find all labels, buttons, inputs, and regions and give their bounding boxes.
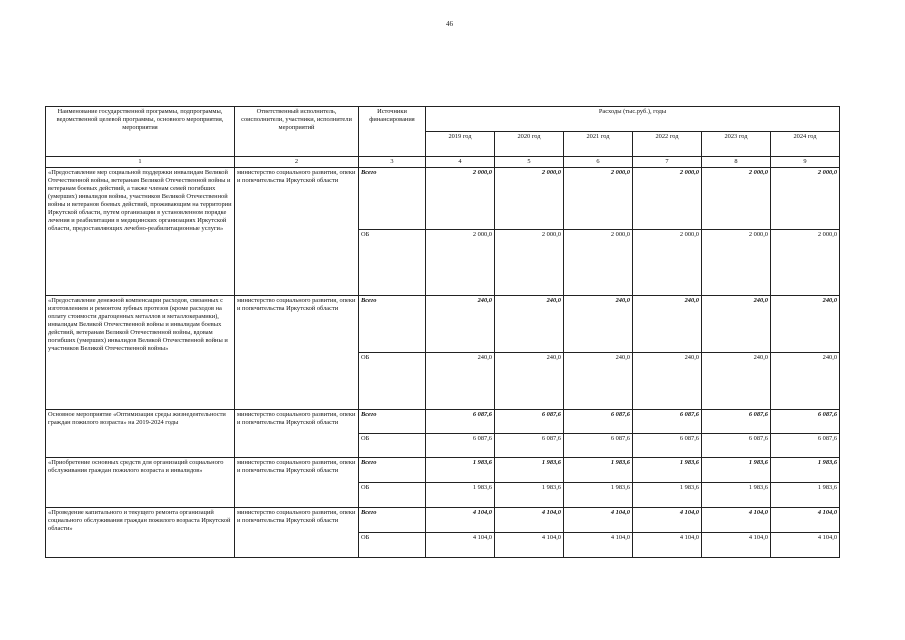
total-value: 2 000,0 — [495, 168, 564, 230]
header-executor: Ответственный исполнитель, соисполнители, участники, исполнители мероприятий — [235, 107, 359, 157]
header-row — [46, 107, 840, 132]
total-value: 1 983,6 — [426, 458, 495, 483]
table-row — [46, 410, 840, 434]
ob-value: 2 000,0 — [771, 230, 840, 296]
table-row — [46, 296, 840, 353]
total-value: 240,0 — [495, 296, 564, 353]
total-value: 4 104,0 — [564, 508, 633, 533]
ob-value: 6 087,6 — [426, 434, 495, 458]
ob-value: 6 087,6 — [771, 434, 840, 458]
ob-value: 240,0 — [426, 353, 495, 410]
column-number: 8 — [702, 157, 771, 168]
ob-value: 6 087,6 — [702, 434, 771, 458]
total-value: 240,0 — [426, 296, 495, 353]
table-row — [46, 458, 840, 483]
source-ob-label: ОБ — [359, 434, 426, 458]
total-value: 1 983,6 — [564, 458, 633, 483]
total-value: 4 104,0 — [633, 508, 702, 533]
header-funding-source: Источники финансирования — [359, 107, 426, 157]
ob-value: 6 087,6 — [633, 434, 702, 458]
ob-value: 240,0 — [702, 353, 771, 410]
header-year: 2024 год — [771, 132, 840, 157]
source-ob-label: ОБ — [359, 533, 426, 558]
source-total-label: Всего — [359, 296, 426, 353]
total-value: 6 087,6 — [495, 410, 564, 434]
column-number: 6 — [564, 157, 633, 168]
total-value: 4 104,0 — [702, 508, 771, 533]
total-value: 6 087,6 — [771, 410, 840, 434]
ob-value: 6 087,6 — [564, 434, 633, 458]
ob-value: 6 087,6 — [495, 434, 564, 458]
program-name: «Предоставление денежной компенсации расходов, связанных с изготовлением и ремонтом зубных протезов (кроме расходов на оплату стоимости драгоценных металлов и металлокерамики), инвалидам Великой Отечественной войны и инвалидам боевых действий, ветеранам Великой Отечественной войны, вдовам погибших (умерших) инвалидов Великой Отечественной войны и участников Великой Отечественной войны» — [46, 296, 235, 410]
source-total-label: Всего — [359, 410, 426, 434]
ob-value: 4 104,0 — [426, 533, 495, 558]
ob-value: 2 000,0 — [495, 230, 564, 296]
column-number: 2 — [235, 157, 359, 168]
ob-value: 2 000,0 — [633, 230, 702, 296]
ob-value: 2 000,0 — [564, 230, 633, 296]
total-value: 1 983,6 — [633, 458, 702, 483]
ob-value: 1 983,6 — [564, 483, 633, 508]
column-number: 5 — [495, 157, 564, 168]
column-number: 1 — [46, 157, 235, 168]
ob-value: 240,0 — [771, 353, 840, 410]
total-value: 240,0 — [564, 296, 633, 353]
total-value: 240,0 — [633, 296, 702, 353]
source-ob-label: ОБ — [359, 353, 426, 410]
total-value: 4 104,0 — [426, 508, 495, 533]
table-row — [46, 508, 840, 533]
program-name: «Проведение капитального и текущего ремонта организаций социального обслуживания граждан пожилого возраста Иркутской области» — [46, 508, 235, 558]
total-value: 2 000,0 — [564, 168, 633, 230]
ob-value: 1 983,6 — [633, 483, 702, 508]
total-value: 6 087,6 — [702, 410, 771, 434]
header-program-name: Наименование государственной программы, подпрограммы, ведомственной целевой программы, основного мероприятия, мероприятия — [46, 107, 235, 157]
total-value: 2 000,0 — [702, 168, 771, 230]
ob-value: 240,0 — [564, 353, 633, 410]
ob-value: 2 000,0 — [426, 230, 495, 296]
page-number: 46 — [446, 20, 453, 28]
program-name: Основное мероприятие «Оптимизация среды жизнедеятельности граждан пожилого возраста» на 2019-2024 годы — [46, 410, 235, 458]
total-value: 1 983,6 — [495, 458, 564, 483]
total-value: 1 983,6 — [702, 458, 771, 483]
total-value: 240,0 — [702, 296, 771, 353]
ob-value: 240,0 — [633, 353, 702, 410]
executor: министерство социального развития, опеки и попечительства Иркутской области — [235, 296, 359, 410]
source-total-label: Всего — [359, 508, 426, 533]
expenses-table — [45, 106, 840, 558]
column-number: 9 — [771, 157, 840, 168]
total-value: 2 000,0 — [771, 168, 840, 230]
column-number: 3 — [359, 157, 426, 168]
ob-value: 1 983,6 — [702, 483, 771, 508]
source-total-label: Всего — [359, 458, 426, 483]
executor: министерство социального развития, опеки и попечительства Иркутской области — [235, 458, 359, 508]
header-year: 2019 год — [426, 132, 495, 157]
header-expenses: Расходы (тыс.руб.), годы — [426, 107, 840, 132]
source-ob-label: ОБ — [359, 230, 426, 296]
total-value: 6 087,6 — [426, 410, 495, 434]
total-value: 1 983,6 — [771, 458, 840, 483]
program-name: «Предоставление мер социальной поддержки инвалидам Великой Отечественной войны, ветеранам Великой Отечественной войны и ветеранам боевых действий, а также членам семей погибших (умерших) инвалидов войны, участников Великой Отечественной войны и ветеранов боевых действий, проживающим на территории Иркутской области, путем организации в установленном порядке лечения и реабилитации в медицинских организациях Иркутской области, предоставляющих лечебно-реабилитационные услуги» — [46, 168, 235, 296]
column-numbers-row — [46, 157, 840, 168]
total-value: 240,0 — [771, 296, 840, 353]
column-number: 4 — [426, 157, 495, 168]
table-row — [46, 168, 840, 230]
ob-value: 4 104,0 — [564, 533, 633, 558]
total-value: 4 104,0 — [771, 508, 840, 533]
total-value: 2 000,0 — [633, 168, 702, 230]
header-year: 2021 год — [564, 132, 633, 157]
column-number: 7 — [633, 157, 702, 168]
ob-value: 4 104,0 — [702, 533, 771, 558]
source-ob-label: ОБ — [359, 483, 426, 508]
header-year: 2020 год — [495, 132, 564, 157]
executor: министерство социального развития, опеки и попечительства Иркутской области — [235, 410, 359, 458]
ob-value: 1 983,6 — [771, 483, 840, 508]
program-name: «Приобретение основных средств для организаций социального обслуживания граждан пожилого возраста и инвалидов» — [46, 458, 235, 508]
total-value: 2 000,0 — [426, 168, 495, 230]
source-total-label: Всего — [359, 168, 426, 230]
total-value: 6 087,6 — [633, 410, 702, 434]
ob-value: 4 104,0 — [495, 533, 564, 558]
executor: министерство социального развития, опеки и попечительства Иркутской области — [235, 168, 359, 296]
executor: министерство социального развития, опеки и попечительства Иркутской области — [235, 508, 359, 558]
header-year: 2023 год — [702, 132, 771, 157]
total-value: 6 087,6 — [564, 410, 633, 434]
ob-value: 2 000,0 — [702, 230, 771, 296]
ob-value: 240,0 — [495, 353, 564, 410]
ob-value: 1 983,6 — [495, 483, 564, 508]
header-year: 2022 год — [633, 132, 702, 157]
total-value: 4 104,0 — [495, 508, 564, 533]
ob-value: 1 983,6 — [426, 483, 495, 508]
ob-value: 4 104,0 — [771, 533, 840, 558]
ob-value: 4 104,0 — [633, 533, 702, 558]
